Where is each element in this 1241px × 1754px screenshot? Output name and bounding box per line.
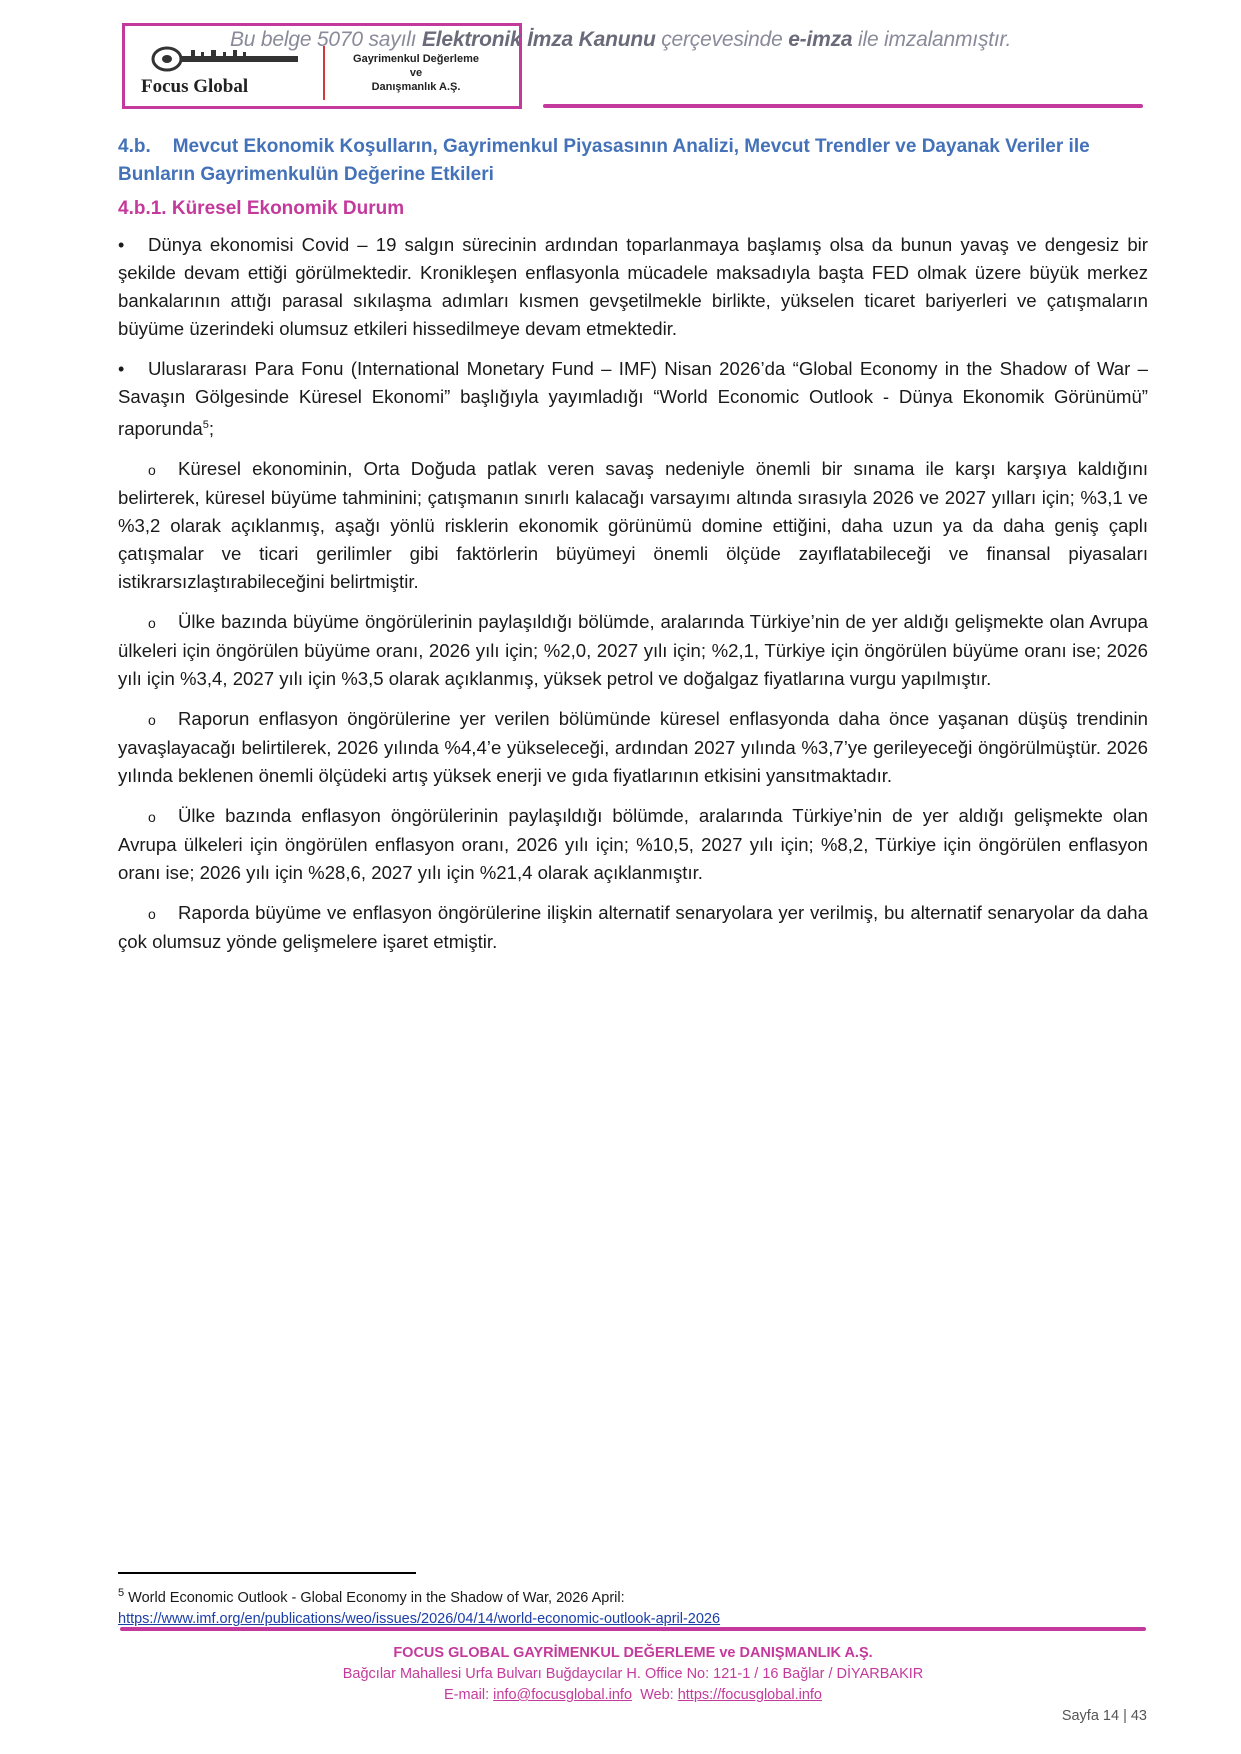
footnote-rule — [118, 1572, 416, 1574]
paragraph-sub-5: o Raporda büyüme ve enflasyon öngörülerine ilişkin alternatif senaryolara yer verilmiş, bu alternatif senaryolar da daha çok olumsuz yönde gelişmelere işaret etmiştir. — [118, 902, 1148, 953]
page-number: Sayfa 14 | 43 — [1061, 1708, 1147, 1724]
paragraph-sub-4: o Ülke bazında enflasyon öngörülerinin paylaşıldığı bölümde, aralarında Türkiye’nin de yer aldığı gelişmekte olan Avrupa ülkeleri için öngörülen enflasyon oranı, 2026 yılı için; %10,5, 2027 yılı için; %8,2, Türkiye için öngörülen enflasyon oranı ise; 2026 yılı için %28,6, 2027 yılı için %21,4 olarak açıklanmıştır. — [118, 805, 1148, 884]
logo-divider — [323, 46, 325, 100]
email-link[interactable]: info@focusglobal.info — [493, 1687, 633, 1703]
footer-company: FOCUS GLOBAL GAYRİMENKUL DEĞERLEME ve DANIŞMANLIK A.Ş. — [393, 1645, 873, 1661]
logo-subtitle: Gayrimenkul Değerleme ve Danışmanlık A.Ş. — [353, 53, 479, 93]
footnote-link[interactable]: https://www.imf.org/en/publications/weo/issues/2026/04/14/world-economic-outlook-april-2026 — [118, 1610, 721, 1627]
footer-contact: E-mail: info@focusglobal.info Web: https://focusglobal.info — [443, 1687, 822, 1703]
circle-bullet-icon: o — [148, 615, 156, 632]
paragraph-bullet-1: • Dünya ekonomisi Covid – 19 salgın sürecinin ardından toparlanmaya başlamış olsa da bunun yavaş ve dengesiz bir şekilde devam ettiği görülmektedir. Kronikleşen enflasyonla mücadele maksadıyla başta FED olmak üzere büyük merkez bankalarının attığı parasal sıkılaşma adımları kısmen gevşetilmekle birlikte, yükselen ticaret bariyerleri ve çatışmaların büyüme üzerindeki olumsuz etkileri hissedilmeye devam etmektedir. — [118, 231, 1148, 343]
section-heading: 4.b. Mevcut Ekonomik Koşulların, Gayrimenkul Piyasasının Analizi, Mevcut Trendler ve Dayanak Veriler ile Bunların Gayrimenkulün Değerine Etkileri — [118, 136, 1090, 185]
web-link[interactable]: https://focusglobal.info — [677, 1687, 822, 1703]
page-footer — [120, 1643, 1146, 1706]
footer-address: Bağcılar Mahallesi Urfa Bulvarı Buğdaycılar H. Office No: 121-1 / 16 Bağlar / DİYARBAKIR — [342, 1666, 924, 1682]
paragraph-sub-2: o Ülke bazında büyüme öngörülerinin paylaşıldığı bölümde, aralarında Türkiye’nin de yer aldığı gelişmekte olan Avrupa ülkeleri için öngörülen büyüme oranı, 2026 yılı için; %2,0, 2027 yılı için; %2,1, Türkiye için öngörülen büyüme oranı ise; 2026 yılı için %3,4, 2027 yılı için %3,5 olarak açıklanmış, yüksek petrol ve doğalgaz fiyatlarına vurgu yapılmıştır. — [118, 611, 1148, 690]
circle-bullet-icon: o — [148, 906, 156, 923]
bullet-icon: • — [118, 359, 125, 379]
circle-bullet-icon: o — [148, 462, 156, 479]
bullet-icon: • — [118, 235, 125, 255]
document-body — [118, 133, 1148, 968]
footnote: $^5$ World Economic Outlook - Global Economy in the Shadow of War, 2026 April: https://www.imf.org/en/publications/weo/issues/2026/04/14/world-economic-outlook-april-2026 — [118, 1587, 721, 1627]
paragraph-bullet-2: • Uluslararası Para Fonu (International Monetary Fund – IMF) Nisan 2026’da “Global Economy in the Shadow of War – Savaşın Gölgesinde Küresel Ekonomi” başlığıyla yayımladığı “World Economic Outlook - Dünya Ekonomik Görünümü” raporunda$^5$; — [118, 355, 1148, 443]
paragraph-sub-1: o Küresel ekonominin, Orta Doğuda patlak veren savaş nedeniyle önemli bir sınama ile karşı karşıya kaldığını belirterek, küresel büyüme tahminini; çatışmanın sınırlı kalacağı varsayımı altında sırasıyla 2026 ve 2027 yılları için; %3,1 ve %3,2 olarak açıklanmış, aşağı yönlü risklerin ekonomik görünümü domine ettiğini, daha uzun ya da daha geniş çaplı çatışmalar ve ticari gerilimler gibi faktörlerin büyümeyi önemli ölçüde zayıflatabileceği ve finansal piyasaları istikrarsızlaştırabileceğini belirtmiştir. — [118, 458, 1148, 593]
subsection-heading: 4.b.1. Küresel Ekonomik Durum — [118, 198, 405, 219]
paragraph-sub-3: o Raporun enflasyon öngörülerine yer verilen bölümünde küresel enflasyonda daha önce yaşanan düşüş trendinin yavaşlayacağı belirtilerek, 2026 yılında %4,4’e yükseleceği, ardından 2027 yılında %3,7’ye gerileyeceği öngörülmüştür. 2026 yılında beklenen önemli ölçüdeki artış yüksek enerji ve gıda fiyatlarının etkisini yansıtmaktadır. — [118, 708, 1148, 787]
footer-rule — [120, 1627, 1146, 1631]
circle-bullet-icon: o — [148, 712, 156, 729]
header-rule — [543, 104, 1143, 108]
circle-bullet-icon: o — [148, 809, 156, 826]
footnote-ref: 5 — [202, 419, 209, 431]
e-signature-notice: Bu belge 5070 sayılı Elektronik İmza Kanunu çerçevesinde e-imza ile imzalanmıştır. — [230, 28, 1012, 51]
logo-name: Focus Global — [141, 76, 249, 97]
